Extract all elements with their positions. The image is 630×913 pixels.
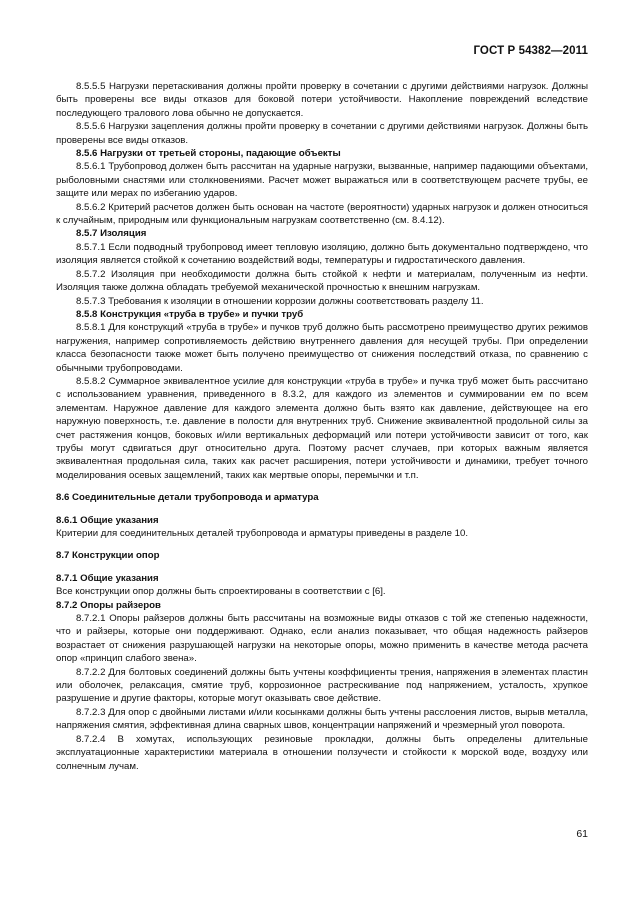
heading-8-7-2: 8.7.2 Опоры райзеров xyxy=(56,599,161,611)
paragraph-8-7-2-2: 8.7.2.2 Для болтовых соединений должны быть учтены коэффициенты трения, напряжения в элементах пластин или оболочек, релаксация, смятие труб, коррозионное растрескивание под напряжением, усталость, хрупкое разрушение и другие факторы, которые могут оказывать свое действие. xyxy=(56,666,588,705)
paragraph-8-5-8-1: 8.5.8.1 Для конструкций «труба в трубе» и пучков труб должно быть рассмотрено преимущество других режимов нагружения, например сопротивляемость действию внутреннего давления для несущей трубы. При определении класса безопасности также может быть получено преимущество от снижения последствий отказа, по сравнению с обычными трубопроводами. xyxy=(56,322,588,374)
paragraph-8-5-6-1: 8.5.6.1 Трубопровод должен быть рассчитан на ударные нагрузки, вызванные, например падающими объектами, рыболовными снастями или столкновениями. Расчет может выражаться или в соответствующем расчете трубы, ее защите или мерах по избеганию ударов. xyxy=(56,161,588,200)
document-body xyxy=(56,80,588,773)
paragraph-8-7-2-3: 8.7.2.3 Для опор с двойными листами и/или косынками должны быть учтены расслоения листов, вырыв металла, напряжения смятия, эффективная длина сварных швов, концентрации напряжений и чрезмерный угол поворота. xyxy=(56,706,588,732)
heading-8-7-1: 8.7.1 Общие указания xyxy=(56,572,159,584)
document-header: ГОСТ Р 54382—2011 xyxy=(473,45,588,57)
paragraph-8-7-1: Все конструкции опор должны быть спроектированы в соответствии с [6]. xyxy=(56,586,386,598)
paragraph-8-5-7-2: 8.5.7.2 Изоляция при необходимости должна быть стойкой к нефти и материалам, полученным из нефти. Изоляция также должна обладать требуемой механической прочностью к внешним нагрузкам. xyxy=(56,268,588,294)
paragraph-8-5-5-5: 8.5.5.5 Нагрузки перетаскивания должны пройти проверку в сочетании с другими действиями нагрузок. Должны быть проверены все виды отказов для боковой потери устойчивости. Накопление повреждений вследствие последующего тралового лова обычно не допускается. xyxy=(56,81,588,119)
paragraph-8-7-2-4: 8.7.2.4 В хомутах, использующих резиновые прокладки, должны быть определены длительные эксплуатационные характеристики материала в отношении ползучести и стойкости к морской воде, воздуху или солнечным лучам. xyxy=(56,733,588,772)
heading-8-5-6: 8.5.6 Нагрузки от третьей стороны, падающие объекты xyxy=(76,148,341,160)
heading-8-6-1: 8.6.1 Общие указания xyxy=(56,514,159,526)
heading-8-5-7: 8.5.7 Изоляция xyxy=(76,228,147,240)
paragraph-8-5-8-2: 8.5.8.2 Суммарное эквивалентное усилие для конструкции «труба в трубе» и пучка труб может быть рассчитано с использованием уравнения, приведенного в 8.3.2, для каждого из элементов и суммировании ем по всем элементам. Наружное давление для каждого элемента должно быть взято как давление, действующее на его наружную поверхность, т.е. давление в полости для внутренних труб. Снижение эквивалентной продольной силы за счет растяжения концов, боковых и/или вертикальных деформаций или потери устойчивости зависит от того, как трубы могут сдвигаться друг относительно друга. Поэтому расчет случаев, при которых важным является эквивалентная продольная сила, таких как расчет расширения, потери устойчивости и динамики, требует точного моделирования осевых защемлений, таких как мертвые опоры, перемычки и т.п. xyxy=(56,375,588,481)
heading-8-6: 8.6 Соединительные детали трубопровода и арматура xyxy=(56,492,319,504)
heading-8-5-8: 8.5.8 Конструкция «труба в трубе» и пучки труб xyxy=(76,308,304,320)
paragraph-8-7-2-1: 8.7.2.1 Опоры райзеров должны быть рассчитаны на возможные виды отказов с той же степенью надежности, что и райзеры, которые они поддерживают. Однако, если анализ показывает, что общая надежность райзеров возрастает от снижения разрушающей нагрузки на некоторые опоры, можно применить в качестве метода расчета опор «принцип слабого звена». xyxy=(56,613,588,665)
page-number: 61 xyxy=(576,828,588,840)
paragraph-8-5-5-6: 8.5.5.6 Нагрузки зацепления должны пройти проверку в сочетании с другими действиями нагрузок. Должны быть проверены все виды отказов. xyxy=(56,121,588,146)
paragraph-8-6-1: Критерии для соединительных деталей трубопровода и арматуры приведены в разделе 10. xyxy=(56,528,469,539)
paragraph-8-5-7-3: 8.5.7.3 Требования к изоляции в отношении коррозии должны соответствовать разделу 11. xyxy=(76,295,484,307)
paragraph-8-5-6-2: 8.5.6.2 Критерий расчетов должен быть основан на частоте (вероятности) ударных нагрузок и должен относиться к случайным, природным или функциональным нагрузкам соответственно (см. 8.4.12). xyxy=(56,201,588,227)
heading-8-7: 8.7 Конструкции опор xyxy=(56,550,160,562)
paragraph-8-5-7-1: 8.5.7.1 Если подводный трубопровод имеет тепловую изоляцию, должно быть документально подтверждено, что изоляция является стойкой к сочетанию воздействий воды, температуры и гидростатического давления. xyxy=(56,241,588,267)
